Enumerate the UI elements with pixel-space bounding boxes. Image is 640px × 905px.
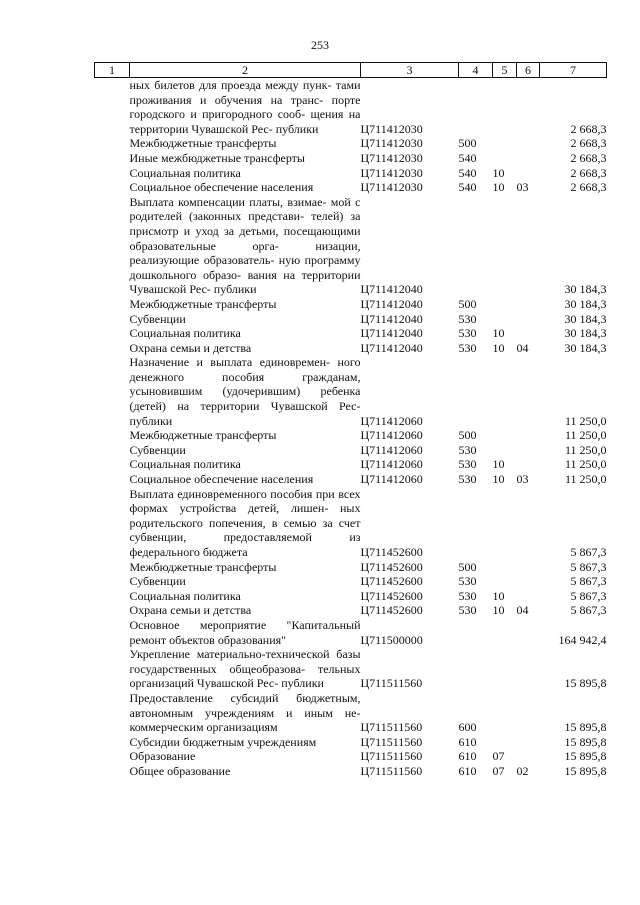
- row-amount: 30 184,3: [564, 296, 607, 311]
- row-section: [493, 443, 517, 458]
- row-amount: 11 250,0: [564, 472, 607, 487]
- row-subsection: [517, 428, 540, 443]
- page-number: 253: [311, 38, 329, 52]
- header-col-3: 3: [361, 63, 459, 78]
- header-col-2: 2: [130, 63, 361, 78]
- table-row: [95, 195, 607, 297]
- row-name: Межбюджетные трансферты: [129, 559, 277, 574]
- row-name: Основное мероприятие "Капитальный ремонт объектов образования": [129, 617, 361, 647]
- row-target-code: Ц711412030: [360, 136, 423, 151]
- table-row: [95, 136, 607, 151]
- row-name: Межбюджетные трансферты: [129, 296, 277, 311]
- row-amount: 15 895,8: [564, 676, 607, 691]
- row-number-cell: [95, 166, 130, 181]
- table-row: [95, 428, 607, 443]
- row-subsection: [517, 691, 540, 735]
- row-expense-type: 500: [458, 428, 477, 443]
- row-amount: 2 668,3: [570, 150, 607, 165]
- row-amount: 11 250,0: [564, 442, 607, 457]
- header-col-6: 6: [517, 63, 540, 78]
- row-expense-type: 540: [458, 180, 477, 195]
- header-col-4: 4: [459, 63, 493, 78]
- row-target-code: Ц711452600: [360, 603, 423, 618]
- row-amount: 15 895,8: [564, 734, 607, 749]
- row-expense-type: 500: [458, 136, 477, 151]
- row-target-code: Ц711500000: [360, 632, 423, 647]
- row-target-code: Ц711511560: [360, 749, 423, 764]
- table-row: [95, 472, 607, 487]
- row-amount: 2 668,3: [570, 121, 607, 136]
- header-col-7: 7: [540, 63, 607, 78]
- row-target-code: Ц711412040: [360, 282, 423, 297]
- row-target-code: Ц711412030: [360, 180, 423, 195]
- row-section: [493, 136, 517, 151]
- row-amount: 15 895,8: [564, 720, 607, 735]
- row-section: [493, 560, 517, 575]
- table-row: [95, 78, 607, 137]
- row-subsection: [517, 735, 540, 750]
- row-subsection: 03: [516, 180, 529, 195]
- row-number-cell: [95, 618, 130, 647]
- row-number-cell: [95, 574, 130, 589]
- row-expense-type: [459, 355, 493, 428]
- row-number-cell: [95, 443, 130, 458]
- row-number-cell: [95, 180, 130, 195]
- row-target-code: Ц711452600: [360, 574, 423, 589]
- row-name: Субвенции: [129, 311, 186, 326]
- row-number-cell: [95, 428, 130, 443]
- row-expense-type: 540: [458, 165, 477, 180]
- row-subsection: [517, 443, 540, 458]
- row-section: [493, 691, 517, 735]
- row-section: [493, 151, 517, 166]
- row-subsection: [517, 151, 540, 166]
- row-name: Социальная политика: [129, 326, 241, 341]
- row-name: Образование: [129, 749, 196, 764]
- row-section: 10: [492, 326, 505, 341]
- row-number-cell: [95, 735, 130, 750]
- row-expense-type: [459, 487, 493, 560]
- row-target-code: Ц711412060: [360, 457, 423, 472]
- row-expense-type: [459, 195, 493, 297]
- row-subsection: [517, 136, 540, 151]
- row-name: Социальное обеспечение населения: [129, 472, 314, 487]
- row-name: Социальная политика: [129, 165, 241, 180]
- row-number-cell: [95, 136, 130, 151]
- row-amount: 164 942,4: [558, 632, 607, 647]
- row-name: Предоставление субсидий бюджетным, автономным учреждениям и иным не- коммерческим организациям: [129, 690, 361, 735]
- table-row: [95, 443, 607, 458]
- row-subsection: [517, 355, 540, 428]
- row-target-code: Ц711412030: [360, 165, 423, 180]
- row-name: Укрепление материально-технической базы государственных общеобразова- тельных организаций Чувашской Рес- публики: [129, 647, 361, 691]
- row-amount: 15 895,8: [564, 763, 607, 778]
- row-number-cell: [95, 326, 130, 341]
- row-expense-type: [459, 647, 493, 691]
- row-subsection: [517, 618, 540, 647]
- row-name: Выплата компенсации платы, взимае- мой с родителей (законных представи- телей) за присмотр и уход за детьми, посещающими образовательные орга- низации, реализующие образователь- ную программу дошкольного образо- вания на территории Чувашской Рес- публики: [129, 194, 361, 297]
- row-subsection: [517, 560, 540, 575]
- row-number-cell: [95, 457, 130, 472]
- row-expense-type: [459, 78, 493, 137]
- row-expense-type: 610: [458, 734, 477, 749]
- row-amount: 11 250,0: [564, 428, 607, 443]
- row-amount: 30 184,3: [564, 282, 607, 297]
- row-section: 10: [492, 603, 505, 618]
- row-subsection: [517, 195, 540, 297]
- table-row: [95, 603, 607, 618]
- row-subsection: [517, 312, 540, 327]
- row-expense-type: 540: [458, 150, 477, 165]
- header-col-5: 5: [493, 63, 517, 78]
- table-header: [95, 63, 607, 78]
- row-subsection: 04: [516, 603, 529, 618]
- row-subsection: [517, 457, 540, 472]
- table-row: [95, 618, 607, 647]
- row-section: [493, 312, 517, 327]
- row-amount: 11 250,0: [564, 413, 607, 428]
- budget-table: [94, 62, 607, 779]
- row-target-code: Ц711412040: [360, 340, 423, 355]
- table-body: [95, 78, 607, 779]
- row-target-code: Ц711412060: [360, 472, 423, 487]
- row-expense-type: [459, 618, 493, 647]
- table-row: [95, 297, 607, 312]
- row-section: 10: [492, 472, 505, 487]
- row-subsection: [517, 749, 540, 764]
- row-target-code: Ц711412040: [360, 311, 423, 326]
- table-row: [95, 647, 607, 691]
- row-target-code: Ц711412040: [360, 326, 423, 341]
- row-section: [493, 355, 517, 428]
- table-row: [95, 457, 607, 472]
- row-number-cell: [95, 312, 130, 327]
- row-expense-type: 530: [458, 326, 477, 341]
- row-target-code: Ц711412030: [360, 121, 423, 136]
- row-name: Социальная политика: [129, 457, 241, 472]
- row-target-code: Ц711511560: [360, 720, 423, 735]
- row-expense-type: 500: [458, 559, 477, 574]
- row-subsection: [517, 487, 540, 560]
- row-name: Назначение и выплата единовремен- ного денежного пособия гражданам, усыновившим (удочерившим) ребенка (детей) на территории Чувашской Рес- публики: [129, 355, 361, 428]
- row-name: Общее образование: [129, 763, 231, 778]
- row-expense-type: 500: [458, 296, 477, 311]
- row-number-cell: [95, 355, 130, 428]
- row-number-cell: [95, 647, 130, 691]
- row-name: Иные межбюджетные трансферты: [129, 150, 305, 165]
- row-section: [493, 574, 517, 589]
- row-amount: 5 867,3: [570, 603, 607, 618]
- row-target-code: Ц711412030: [360, 150, 423, 165]
- row-number-cell: [95, 487, 130, 560]
- row-target-code: Ц711452600: [360, 545, 423, 559]
- row-number-cell: [95, 78, 130, 137]
- row-name: Выплата единовременного пособия при всех формах устройства детей, лишен- ных родительского попечения, в семью за счет субвенции, предоставляемой из федерального бюджета: [129, 486, 361, 559]
- table-row: [95, 180, 607, 195]
- row-amount: 15 895,8: [564, 749, 607, 764]
- row-expense-type: 600: [458, 720, 477, 735]
- row-subsection: 03: [516, 472, 529, 487]
- row-amount: 30 184,3: [564, 311, 607, 326]
- row-expense-type: 530: [458, 574, 477, 589]
- row-subsection: [517, 326, 540, 341]
- row-number-cell: [95, 764, 130, 779]
- row-target-code: Ц711511560: [360, 734, 423, 749]
- row-subsection: [517, 166, 540, 181]
- row-name: Межбюджетные трансферты: [129, 428, 277, 443]
- table-row: [95, 764, 607, 779]
- row-section: 10: [492, 340, 505, 355]
- row-amount: 5 867,3: [570, 559, 607, 574]
- row-subsection: [517, 574, 540, 589]
- row-expense-type: 530: [458, 472, 477, 487]
- row-subsection: [517, 589, 540, 604]
- row-target-code: Ц711452600: [360, 559, 423, 574]
- row-subsection: 04: [516, 340, 529, 355]
- row-section: 10: [492, 165, 505, 180]
- row-amount: 2 668,3: [570, 165, 607, 180]
- row-section: [493, 78, 517, 137]
- row-number-cell: [95, 195, 130, 297]
- row-expense-type: 530: [458, 457, 477, 472]
- row-section: [493, 735, 517, 750]
- row-target-code: Ц711452600: [360, 588, 423, 603]
- row-expense-type: 610: [458, 749, 477, 764]
- table-row: [95, 691, 607, 735]
- row-name: Субвенции: [129, 574, 186, 589]
- row-subsection: 02: [516, 763, 529, 778]
- row-amount: 30 184,3: [564, 340, 607, 355]
- row-amount: 30 184,3: [564, 326, 607, 341]
- row-amount: 5 867,3: [570, 588, 607, 603]
- row-section: [493, 487, 517, 560]
- row-number-cell: [95, 297, 130, 312]
- table-row: [95, 574, 607, 589]
- table-row: [95, 312, 607, 327]
- row-expense-type: 530: [458, 603, 477, 618]
- row-section: [493, 428, 517, 443]
- row-target-code: Ц711511560: [360, 763, 423, 778]
- row-expense-type: 530: [458, 311, 477, 326]
- row-amount: 5 867,3: [570, 574, 607, 589]
- row-target-code: Ц711511560: [360, 676, 423, 691]
- row-target-code: Ц711412060: [360, 442, 423, 457]
- table-row: [95, 341, 607, 356]
- row-number-cell: [95, 691, 130, 735]
- row-expense-type: 610: [458, 763, 477, 778]
- header-col-1: 1: [95, 63, 130, 78]
- table-row: [95, 749, 607, 764]
- table-row: [95, 151, 607, 166]
- row-target-code: Ц711412040: [360, 296, 423, 311]
- row-expense-type: 530: [458, 588, 477, 603]
- table-row: [95, 560, 607, 575]
- row-name: Субвенции: [129, 442, 186, 457]
- row-target-code: Ц711412060: [360, 428, 423, 443]
- table-row: [95, 166, 607, 181]
- row-subsection: [517, 647, 540, 691]
- row-name: Социальное обеспечение населения: [129, 180, 314, 195]
- row-number-cell: [95, 603, 130, 618]
- row-number-cell: [95, 589, 130, 604]
- row-name: Субсидии бюджетным учреждениям: [129, 734, 317, 749]
- table-row: [95, 589, 607, 604]
- row-subsection: [517, 297, 540, 312]
- row-name: Социальная политика: [129, 588, 241, 603]
- table-row: [95, 355, 607, 428]
- row-section: 10: [492, 588, 505, 603]
- row-name: ных билетов для проезда между пунк- тами проживания и обучения на транс- порте городского и пригородного сооб- щения на территории Чувашской Рес- публики: [129, 78, 361, 136]
- row-section: [493, 195, 517, 297]
- row-number-cell: [95, 341, 130, 356]
- table-row: [95, 735, 607, 750]
- table-row: [95, 326, 607, 341]
- row-section: [493, 618, 517, 647]
- row-section: 10: [492, 180, 505, 195]
- row-section: 07: [492, 749, 505, 764]
- row-name: Межбюджетные трансферты: [129, 136, 277, 151]
- row-amount: 5 867,3: [570, 545, 607, 559]
- row-target-code: Ц711412060: [360, 413, 423, 428]
- row-number-cell: [95, 151, 130, 166]
- row-section: 10: [492, 457, 505, 472]
- row-amount: 2 668,3: [570, 136, 607, 151]
- row-name: Охрана семьи и детства: [129, 340, 252, 355]
- row-number-cell: [95, 749, 130, 764]
- row-subsection: [517, 78, 540, 137]
- row-number-cell: [95, 560, 130, 575]
- row-number-cell: [95, 472, 130, 487]
- row-section: 07: [492, 763, 505, 778]
- row-amount: 2 668,3: [570, 180, 607, 195]
- row-section: [493, 297, 517, 312]
- row-expense-type: 530: [458, 340, 477, 355]
- row-amount: 11 250,0: [564, 457, 607, 472]
- row-section: [493, 647, 517, 691]
- table-row: [95, 487, 607, 560]
- row-name: Охрана семьи и детства: [129, 603, 252, 618]
- row-expense-type: 530: [458, 442, 477, 457]
